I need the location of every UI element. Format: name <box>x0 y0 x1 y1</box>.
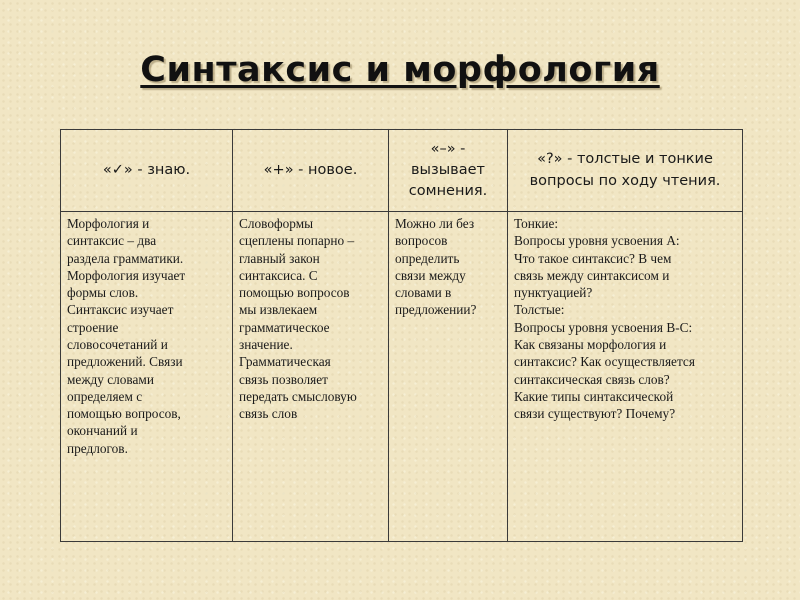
cell-questions-text: Тонкие: Вопросы уровня усвоения А: Что такое синтаксис? В чем связь между синтаксисом и пунктуацией? Толстые: Вопросы уровня усвоения В-С: Как связаны морфология и синтаксис? Как осуществляется синтаксическая связь слов? Какие типы синтаксической связи существуют? Почему? <box>514 216 695 422</box>
table-header-row <box>61 130 743 212</box>
cell-new-text: Словоформы сцеплены попарно – главный закон синтаксиса. С помощью вопросов мы извлекаем грамматическое значение. Грамматическая связь позволяет передать смысловую связь слов <box>239 216 357 422</box>
header-know-text: «✓» - знаю. <box>102 161 191 178</box>
cell-questions <box>508 212 743 542</box>
table-row <box>61 212 743 542</box>
header-cell-doubt <box>389 130 508 212</box>
slide-title <box>0 50 800 90</box>
cell-know <box>61 212 233 542</box>
header-questions-text: «?» - толстые и тонкие вопросы по ходу чтения. <box>529 151 721 189</box>
cell-know-text: Морфология и синтаксис – два раздела грамматики. Морфология изучает формы слов. Синтаксис изучает строение словосочетаний и предложений. Связи между словами определяем с помощью вопросов, окончаний и предлогов. <box>67 216 186 456</box>
cell-doubt <box>389 212 508 542</box>
slide-title-text: Синтаксис и морфология <box>140 50 660 90</box>
header-cell-know <box>61 130 233 212</box>
header-cell-new <box>233 130 389 212</box>
header-new-text: «+» - новое. <box>263 161 358 178</box>
insert-table <box>60 129 743 542</box>
cell-new <box>233 212 389 542</box>
header-doubt-text: «–» - вызывает сомнения. <box>408 140 488 199</box>
header-cell-questions <box>508 130 743 212</box>
cell-doubt-text: Можно ли без вопросов определить связи между словами в предложении? <box>395 216 477 318</box>
